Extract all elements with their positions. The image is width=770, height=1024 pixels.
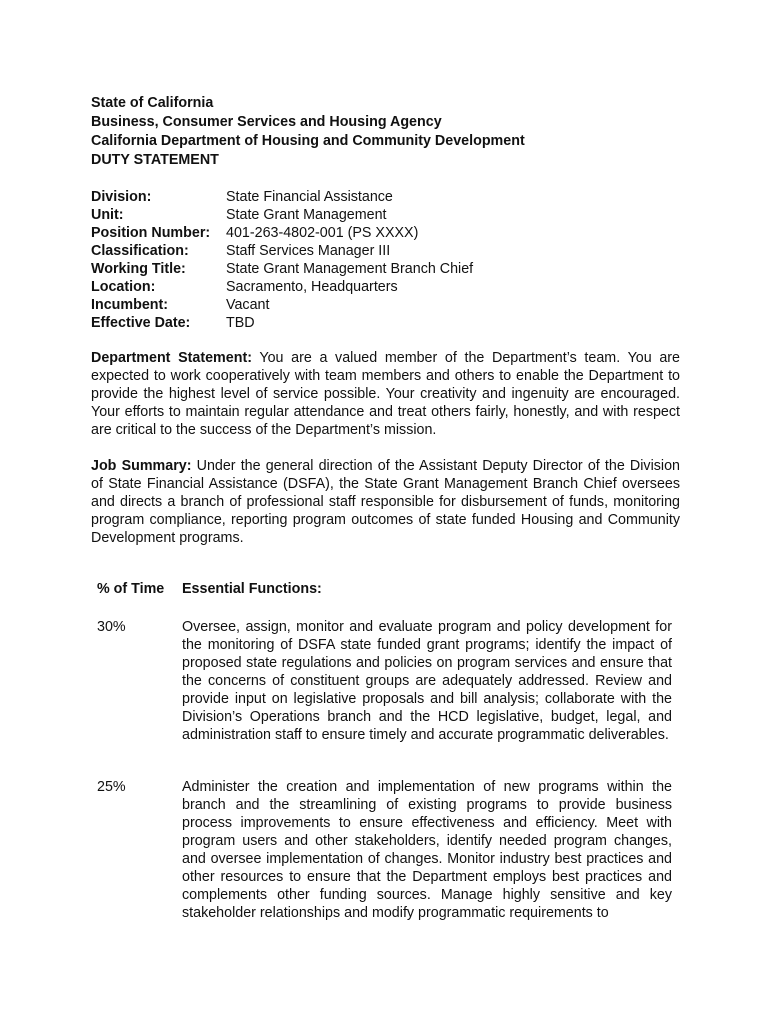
field-label: Classification: (91, 243, 189, 259)
functions-column-heading: Essential Functions: (182, 581, 322, 597)
field-row-working-title (91, 260, 473, 278)
field-value: 401-263-4802-001 (PS XXXX) (226, 225, 419, 241)
function-percent: 30% (97, 619, 126, 635)
field-row-effective-date (91, 314, 473, 332)
department-statement (91, 349, 680, 439)
field-value: Sacramento, Headquarters (226, 279, 398, 295)
field-row-incumbent (91, 296, 473, 314)
function-description: Oversee, assign, monitor and evaluate program and policy development for the monitoring of DSFA state funded grant programs; identify the impact of proposed state regulations and policies on program services and ensure that the concerns of constituent groups are adequately addressed. Review and provide input on legislative proposals and bill analysis; collaborate with the Division’s Operations branch and the HCD legislative, budget, legal, and administration staff to ensure timely and accurate programmatic deliverables. (182, 619, 672, 743)
field-value: State Grant Management Branch Chief (226, 261, 474, 277)
job-summary-label: Job Summary: (91, 458, 192, 474)
header-state: State of California (91, 95, 214, 111)
field-row-classification (91, 242, 473, 260)
field-label: Working Title: (91, 261, 186, 277)
field-label: Division: (91, 189, 152, 205)
header-department: California Department of Housing and Community Development (91, 133, 525, 149)
field-label: Effective Date: (91, 315, 191, 331)
field-row-division (91, 188, 473, 206)
header-agency: Business, Consumer Services and Housing Agency (91, 114, 442, 130)
field-row-unit (91, 206, 473, 224)
function-description: Administer the creation and implementation of new programs within the branch and the streamlining of existing programs to provide business process improvements to ensure effectiveness and efficiency. Meet with program users and other stakeholders, identify needed program changes, and oversee implementation of changes. Monitor industry best practices and other resources to ensure that the Department employs best practices and complements other funding sources. Manage highly sensitive and key stakeholder relationships and modify programmatic requirements to (182, 779, 672, 921)
field-value: Staff Services Manager III (226, 243, 391, 259)
field-row-position-number (91, 224, 473, 242)
field-value: State Financial Assistance (226, 189, 393, 205)
essential-functions-header (97, 581, 322, 597)
field-row-location (91, 278, 473, 296)
function-percent: 25% (97, 779, 126, 795)
job-summary (91, 457, 680, 547)
field-label: Position Number: (91, 225, 211, 241)
field-value: State Grant Management (226, 207, 387, 223)
document-header (91, 94, 525, 170)
field-label: Unit: (91, 207, 124, 223)
field-label: Location: (91, 279, 156, 295)
time-column-heading: % of Time (97, 581, 165, 597)
field-value: TBD (226, 315, 255, 331)
essential-function-row (97, 778, 672, 922)
field-label: Incumbent: (91, 297, 169, 313)
field-value: Vacant (226, 297, 270, 313)
essential-function-row (97, 618, 672, 744)
position-fields (91, 188, 473, 332)
department-statement-label: Department Statement: (91, 350, 252, 366)
department-statement-text: You are a valued member of the Department’s team. You are expected to work cooperatively with team members and others to enable the Department to provide the highest level of service possible. Your creativity and ingenuity are encouraged. Your efforts to maintain regular attendance and treat others fairly, honestly, and with respect are critical to the success of the Department’s mission. (91, 350, 681, 438)
job-summary-text: Under the general direction of the Assistant Deputy Director of the Division of State Financial Assistance (DSFA), the State Grant Management Branch Chief oversees and directs a branch of professional staff responsible for disbursement of funds, monitoring program compliance, reporting program outcomes of state funded Housing and Community Development programs. (91, 458, 680, 546)
header-doc-title: DUTY STATEMENT (91, 152, 219, 168)
